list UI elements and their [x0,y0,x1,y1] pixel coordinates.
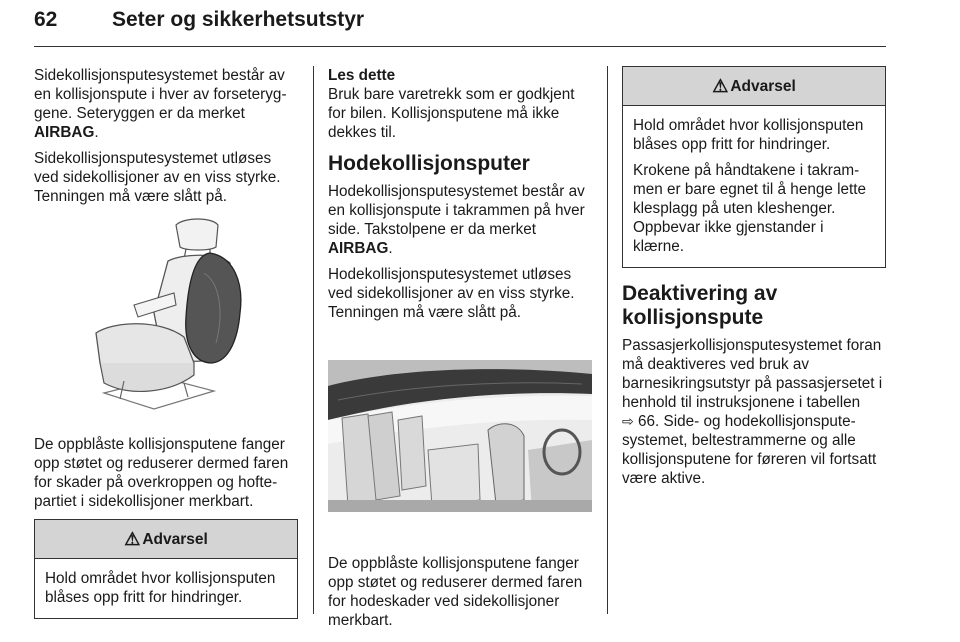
section-heading: Hodekollisjonsputer [328,152,530,175]
figure-caption: De oppblåste kollisjonsputene fanger opp støtet og reduserer dermed faren for skader på overkroppen og hoftepartiet i sidekollisjoner merkbart. [34,436,289,510]
page-title: Seter og sikkerhetsutstyr [112,8,365,31]
warning-body: Hold området hvor kollisjonsputen blåses opp fritt for hindringer. Krokene på håndtakene i takrammen er bare egnet til å henge lette klesplagg på uten kleshenger. Oppbevar ikke gjenstander i klærne. [633,117,867,255]
warning-body: Hold området hvor kollisjonsputen blåses opp fritt for hindringer. [45,570,276,606]
page-header [34,2,886,47]
note-text: Bruk bare varetrekk som er godkjent for bilen. Kollisjonsputene må ikke dekkes til. [328,86,575,141]
column-3 [622,66,886,495]
paragraph: Passasjerkollisjonsputesystemet foran må deaktiveres ved bruk av barnesikringsutstyr på passasjersetet i henhold til instruksjonene i tabellen ⇨ 66. Side- og hodekollisjonsputesystemet, beltestrammerne og alle kollisjonsputene for føreren vil fortsatt være aktive. [622,337,883,487]
warning-triangle-icon: ⚠ [712,75,729,96]
arrow-reference-icon: ⇨ [622,413,634,429]
column-1 [34,66,298,619]
warning-header: ⚠ Advarsel [623,67,885,106]
page-number: 62 [34,8,58,31]
seat-airbag-illustration [34,213,298,419]
airbag-label: AIRBAG [328,240,389,257]
column-2 [328,66,592,637]
column-divider [607,66,608,614]
warning-box [622,66,886,268]
note [328,66,592,142]
paragraph: Sidekollisjonsputesystemet utløses ved sidekollisjoner av en viss styrke. Tenningen må være slått på. [34,150,281,205]
section-heading: Deaktivering av kollisjonspute [622,282,778,329]
warning-header: ⚠ Advarsel [35,520,297,559]
figure-caption: De oppblåste kollisjonsputene fanger opp støtet og reduserer dermed faren for hodeskader ved sidekollisjoner merkbart. [328,555,583,629]
paragraph: Sidekollisjonsputesystemet består av en kollisjonspute i hver av forseteryggene. Seteryggen er da merket AIRBAG. [34,67,287,141]
warning-triangle-icon: ⚠ [124,528,141,549]
airbag-label: AIRBAG [34,124,95,141]
column-divider [313,66,314,614]
note-title: Les dette [328,67,396,84]
paragraph: Hodekollisjonsputesystemet består av en kollisjonspute i takrammen på hver side. Takstolpene er da merket AIRBAG. [328,183,585,257]
warning-box [34,519,298,619]
paragraph: Hodekollisjonsputesystemet utløses ved sidekollisjoner av en viss styrke. Tenningen må være slått på. [328,266,575,321]
curtain-airbag-illustration [328,360,592,512]
